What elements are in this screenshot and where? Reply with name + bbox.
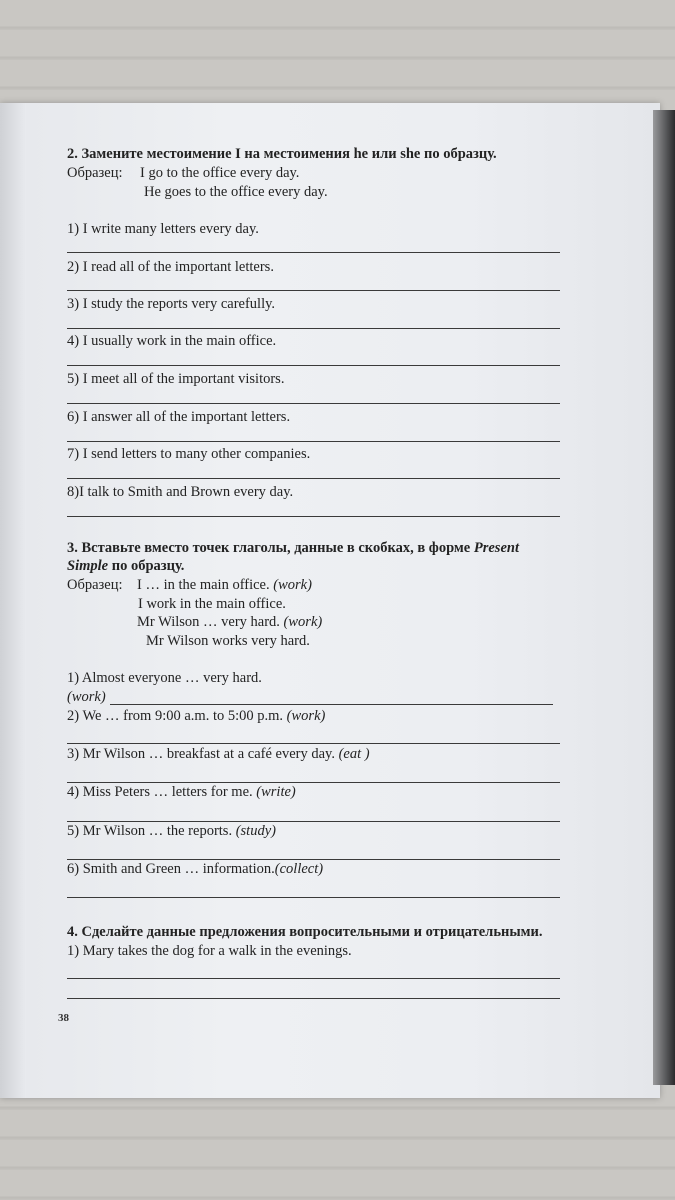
exercise-3-item: [67, 861, 323, 878]
answer-line[interactable]: [67, 743, 560, 744]
exercise-2-item: 5) I meet all of the important visitors.: [67, 371, 285, 387]
answer-line[interactable]: [67, 782, 560, 783]
exercise-3-title: [67, 540, 519, 557]
exercise-4-item: 1) Mary takes the dog for a walk in the evenings.: [67, 943, 352, 959]
exercise-3-sample-label: Образец:: [67, 577, 123, 593]
page-binding: [0, 103, 26, 1098]
exercise-3-item-verb: (collect): [274, 861, 324, 877]
exercise-3-item-verb: (write): [256, 784, 296, 800]
answer-line[interactable]: [110, 704, 553, 705]
answer-line[interactable]: [67, 365, 560, 366]
answer-line[interactable]: [67, 821, 560, 822]
answer-line[interactable]: [67, 252, 560, 253]
exercise-2-sample-2: He goes to the office every day.: [144, 184, 328, 200]
exercise-3-sample-3-verb: (work): [283, 614, 323, 630]
exercise-2-item: 6) I answer all of the important letters.: [67, 409, 291, 425]
exercise-3-item-text: 5) Mr Wilson … the reports.: [67, 823, 233, 839]
exercise-3-sample-1-text: I … in the main office.: [137, 577, 270, 593]
exercise-3-item: [67, 708, 325, 725]
answer-line[interactable]: [67, 478, 560, 479]
exercise-3-item-text: 6) Smith and Green … information.: [67, 861, 275, 877]
exercise-3-title-tense: Present: [473, 540, 519, 556]
exercise-2-item: 7) I send letters to many other companies.: [67, 446, 311, 462]
exercise-2-item: 8)I talk to Smith and Brown every day.: [67, 484, 294, 500]
exercise-3-sample-1: [137, 577, 312, 594]
exercise-3-sample-3: [137, 614, 322, 631]
exercise-2-item: 4) I usually work in the main office.: [67, 333, 277, 349]
exercise-3-item-text: 4) Miss Peters … letters for me.: [67, 784, 253, 800]
exercise-3-sample-1-verb: (work): [273, 577, 312, 593]
exercise-3-sample-2: I work in the main office.: [138, 596, 286, 612]
answer-line[interactable]: [67, 859, 560, 860]
exercise-3-title-text: 3. Вставьте вместо точек глаголы, данные в скобках, в форме: [67, 540, 471, 556]
answer-line[interactable]: [67, 516, 560, 517]
exercise-3-sample-3-text: Mr Wilson … very hard.: [137, 614, 280, 630]
exercise-3-item-verb: (work): [67, 689, 106, 705]
answer-line[interactable]: [67, 978, 560, 979]
answer-line[interactable]: [67, 897, 560, 898]
answer-line[interactable]: [67, 290, 560, 291]
exercise-2-item: 3) I study the reports very carefully.: [67, 296, 276, 312]
exercise-3-title-line-2: [67, 558, 184, 575]
exercise-3-item-text: 3) Mr Wilson … breakfast at a café every day.: [67, 746, 335, 762]
exercise-3-title-end: по образцу.: [111, 558, 185, 574]
answer-line[interactable]: [67, 328, 560, 329]
book-edge: [653, 110, 675, 1085]
exercise-3-item: [67, 823, 276, 840]
answer-line[interactable]: [67, 998, 560, 999]
answer-line[interactable]: [67, 441, 560, 442]
exercise-3-item: [67, 746, 370, 763]
answer-line[interactable]: [67, 403, 560, 404]
exercise-3-title-tense-2: Simple: [67, 558, 109, 574]
exercise-2-sample-1: I go to the office every day.: [140, 165, 300, 181]
exercise-2-title: 2. Замените местоимение I на местоимения he или she по образцу.: [67, 146, 497, 162]
exercise-2-sample-label: Образец:: [67, 165, 123, 181]
exercise-3-sample-4: Mr Wilson works very hard.: [146, 633, 310, 649]
exercise-4-title: 4. Сделайте данные предложения вопросительными и отрицательными.: [67, 924, 543, 940]
exercise-2-item: 1) I write many letters every day.: [67, 221, 259, 237]
exercise-3-item-verb: (study): [235, 823, 276, 839]
exercise-2-item: 2) I read all of the important letters.: [67, 259, 274, 275]
page-number: 38: [58, 1012, 69, 1024]
exercise-3-item-verb: (eat ): [338, 746, 370, 762]
exercise-3-item: 1) Almost everyone … very hard.: [67, 670, 262, 686]
exercise-3-item: [67, 784, 296, 801]
exercise-3-item-verb: (work): [286, 708, 326, 724]
exercise-3-item-text: 2) We … from 9:00 a.m. to 5:00 p.m.: [67, 708, 284, 724]
